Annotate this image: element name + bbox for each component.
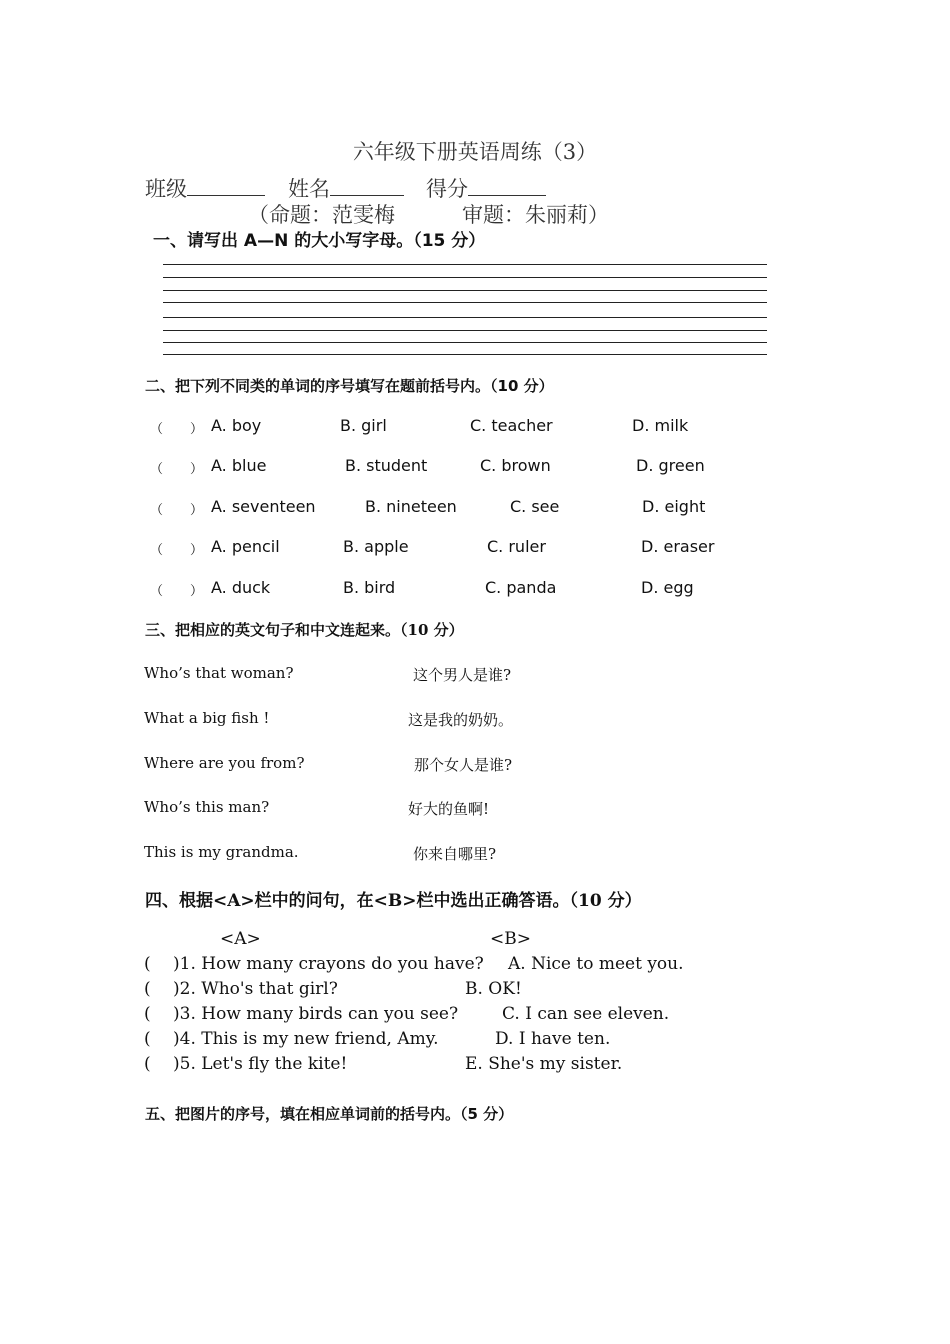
option-a: A. seventeen — [211, 497, 316, 516]
section5-heading: 五、把图片的序号，填在相应单词前的括号内。（5 分） — [145, 1105, 514, 1123]
answer-paren-open[interactable]: （ — [150, 543, 164, 558]
option-c: C. ruler — [487, 537, 546, 556]
match-chinese-sentence[interactable]: 你来自哪里? — [413, 845, 497, 863]
class-blank[interactable] — [187, 175, 265, 196]
writing-line — [163, 302, 767, 303]
option-d: D. eraser — [641, 537, 715, 556]
writing-line — [163, 342, 767, 343]
writing-line — [163, 330, 767, 331]
option-c: C. see — [510, 497, 560, 516]
match-english-sentence[interactable]: This is my grandma. — [144, 843, 299, 861]
score-label: 得分 — [426, 177, 468, 201]
class-label: 班级 — [145, 177, 187, 201]
answer-paren-open[interactable]: ( — [144, 1029, 151, 1049]
column-b-header: <B> — [490, 929, 531, 949]
answer-b: C. I can see eleven. — [502, 1004, 670, 1024]
answer-b: E. She's my sister. — [465, 1054, 623, 1074]
answer-paren-open[interactable]: （ — [150, 503, 164, 518]
column-a-header: <A> — [220, 929, 261, 949]
option-b: B. student — [345, 456, 428, 475]
option-b: B. girl — [340, 416, 387, 435]
score-blank[interactable] — [468, 175, 546, 196]
question-a: )5. Let's fly the kite! — [173, 1054, 348, 1074]
name-blank[interactable] — [330, 175, 404, 196]
writing-line — [163, 290, 767, 291]
option-d: D. milk — [632, 416, 689, 435]
option-c: C. panda — [485, 578, 557, 597]
answer-paren-open[interactable]: ( — [144, 1004, 151, 1024]
page-title: 六年级下册英语周练（3） — [352, 140, 598, 164]
answer-b: D. I have ten. — [495, 1029, 611, 1049]
answer-paren-open[interactable]: ( — [144, 954, 151, 974]
writing-line — [163, 317, 767, 318]
option-c: C. brown — [480, 456, 551, 475]
question-a: )2. Who's that girl? — [173, 979, 338, 999]
option-d: D. egg — [641, 578, 694, 597]
answer-paren-close: ） — [190, 462, 204, 477]
option-d: D. green — [636, 456, 705, 475]
match-chinese-sentence[interactable]: 好大的鱼啊! — [408, 800, 490, 818]
option-a: A. boy — [211, 416, 262, 435]
option-a: A. blue — [211, 456, 267, 475]
option-c: C. teacher — [470, 416, 553, 435]
answer-b: B. OK! — [465, 979, 522, 999]
option-a: A. pencil — [211, 537, 280, 556]
section4-heading: 四、根据<A>栏中的问句，在<B>栏中选出正确答语。（10 分） — [145, 891, 642, 911]
match-english-sentence[interactable]: Where are you from? — [144, 754, 305, 772]
answer-paren-open[interactable]: （ — [150, 422, 164, 437]
option-d: D. eight — [642, 497, 706, 516]
section2-heading: 二、把下列不同类的单词的序号填写在题前括号内。（10 分） — [145, 377, 554, 395]
option-b: B. nineteen — [365, 497, 457, 516]
author-line: （命题：范雯梅 — [248, 203, 395, 227]
answer-paren-close: ） — [190, 503, 204, 518]
match-english-sentence[interactable]: Who’s that woman? — [144, 664, 294, 682]
section3-heading: 三、把相应的英文句子和中文连起来。（10 分） — [145, 621, 464, 639]
answer-paren-close: ） — [190, 584, 204, 599]
answer-paren-open[interactable]: ( — [144, 979, 151, 999]
answer-b: A. Nice to meet you. — [508, 954, 684, 974]
writing-line — [163, 277, 767, 278]
answer-paren-close: ） — [190, 422, 204, 437]
match-chinese-sentence[interactable]: 这个男人是谁? — [413, 666, 512, 684]
match-english-sentence[interactable]: What a big fish ! — [144, 709, 270, 727]
option-a: A. duck — [211, 578, 271, 597]
class-field — [145, 173, 265, 203]
section1-heading: 一、请写出 A—N 的大小写字母。（15 分） — [153, 231, 486, 251]
match-chinese-sentence[interactable]: 这是我的奶奶。 — [408, 711, 514, 729]
reviewer-line: 审题：朱丽莉） — [462, 203, 609, 227]
answer-paren-open[interactable]: ( — [144, 1054, 151, 1074]
question-a: )1. How many crayons do you have? — [173, 954, 484, 974]
match-chinese-sentence[interactable]: 那个女人是谁? — [414, 756, 513, 774]
answer-paren-open[interactable]: （ — [150, 462, 164, 477]
answer-paren-open[interactable]: （ — [150, 584, 164, 599]
writing-line — [163, 264, 767, 265]
option-b: B. apple — [343, 537, 409, 556]
match-english-sentence[interactable]: Who’s this man? — [144, 798, 270, 816]
option-b: B. bird — [343, 578, 396, 597]
name-label: 姓名 — [288, 177, 330, 201]
question-a: )3. How many birds can you see? — [173, 1004, 459, 1024]
answer-paren-close: ） — [190, 543, 204, 558]
question-a: )4. This is my new friend, Amy. — [173, 1029, 439, 1049]
writing-line — [163, 354, 767, 355]
